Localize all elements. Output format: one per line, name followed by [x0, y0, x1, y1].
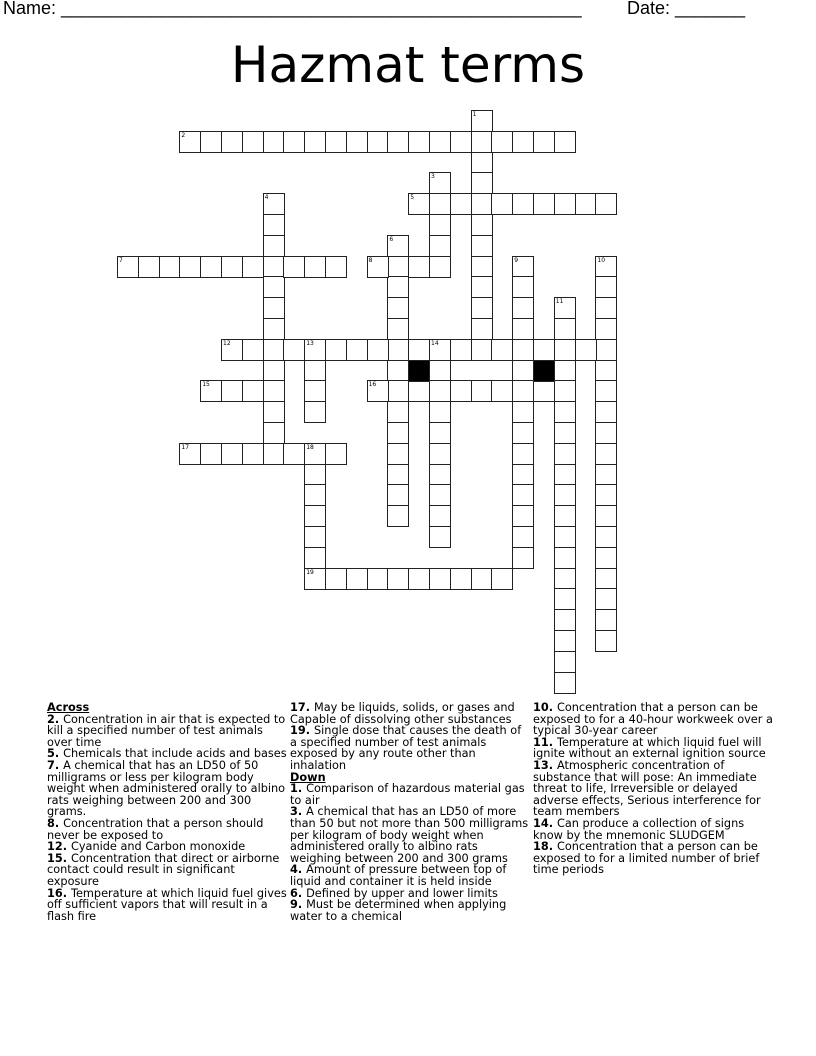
- clue-across-15: 15 . Concentration that direct or airborne contact could result in significant exposure: [47, 853, 287, 888]
- clue-number: 2: [181, 131, 186, 139]
- crossword-cell[interactable]: [221, 131, 243, 153]
- crossword-cell[interactable]: [595, 568, 617, 590]
- crossword-cell[interactable]: [512, 360, 534, 382]
- crossword-cell[interactable]: [471, 256, 493, 278]
- crossword-cell[interactable]: [429, 422, 451, 444]
- crossword-cell[interactable]: [263, 339, 285, 361]
- crossword-cell[interactable]: [179, 131, 201, 153]
- clue-number: 17: [181, 443, 190, 451]
- crossword-cell[interactable]: [554, 193, 576, 215]
- clue-down-18: 18 . Concentration that a person can be exposed to for a limited number of brief time periods: [533, 841, 773, 876]
- crossword-cell[interactable]: [512, 339, 534, 361]
- clue-down-13: 13 . Atmospheric concentration of substance that will pose: An immediate threat to life, Irreversible or delayed adverse effects, Serious interference for team members: [533, 760, 773, 818]
- crossword-cell[interactable]: [387, 484, 409, 506]
- crossword-cell[interactable]: [429, 443, 451, 465]
- crossword-cell[interactable]: [408, 256, 430, 278]
- crossword-cell[interactable]: [429, 131, 451, 153]
- crossword-cell[interactable]: [471, 297, 493, 319]
- crossword-cell[interactable]: [471, 235, 493, 257]
- crossword-cell[interactable]: [450, 193, 472, 215]
- clue-number: 5: [410, 194, 415, 202]
- crossword-cell[interactable]: [471, 568, 493, 590]
- crossword-cell[interactable]: [491, 193, 513, 215]
- crossword-cell[interactable]: [575, 339, 597, 361]
- clue-number: 13: [306, 339, 314, 347]
- crossword-cell[interactable]: [429, 380, 451, 402]
- crossword-cell[interactable]: [554, 588, 576, 610]
- clue-across-7: 7 . A chemical that has an LD50 of 50 milligrams or less per kilogram body weight when administered orally to albino rats weighing between 200 and 300 grams.: [47, 760, 287, 818]
- crossword-cell[interactable]: [512, 526, 534, 548]
- crossword-cell[interactable]: [242, 256, 264, 278]
- crossword-cell[interactable]: [304, 380, 326, 402]
- crossword-cell[interactable]: [429, 505, 451, 527]
- crossword-cell[interactable]: [304, 526, 326, 548]
- crossword-cell[interactable]: [387, 297, 409, 319]
- clues-column-1: [47, 702, 287, 922]
- crossword-cell[interactable]: [450, 339, 472, 361]
- crossword-cell[interactable]: [512, 131, 534, 153]
- crossword-cell[interactable]: [554, 131, 576, 153]
- crossword-cell[interactable]: [263, 235, 285, 257]
- crossword-cell[interactable]: [429, 214, 451, 236]
- clue-number: 3: [431, 173, 435, 181]
- crossword-cell[interactable]: [263, 193, 285, 215]
- clue-number: 7: [119, 256, 123, 264]
- clue-across-17: 17 . May be liquids, solids, or gases and Capable of dissolving other substances: [290, 702, 530, 725]
- crossword-cell[interactable]: [595, 256, 617, 278]
- crossword-cell[interactable]: [450, 131, 472, 153]
- clue-down-4: 4 . Amount of pressure between top of liquid and container it is held inside: [290, 864, 530, 887]
- crossword-cell[interactable]: [387, 568, 409, 590]
- down-heading: Down: [290, 770, 326, 784]
- crossword-cell[interactable]: [595, 505, 617, 527]
- crossword-cell[interactable]: [283, 256, 305, 278]
- crossword-cell[interactable]: [200, 443, 222, 465]
- crossword-cell[interactable]: [304, 401, 326, 423]
- crossword-cell[interactable]: [304, 360, 326, 382]
- crossword-cell[interactable]: [387, 276, 409, 298]
- crossword-cell[interactable]: [512, 318, 534, 340]
- crossword-cell[interactable]: [429, 484, 451, 506]
- crossword-cell[interactable]: [117, 256, 139, 278]
- crossword-cell[interactable]: [263, 422, 285, 444]
- clue-number: 9: [514, 256, 519, 264]
- crossword-cell[interactable]: [533, 339, 555, 361]
- crossword-cell[interactable]: [304, 568, 326, 590]
- clue-across-2: 2 . Concentration in air that is expected to kill a specified number of test animals over time: [47, 714, 287, 749]
- crossword-cell[interactable]: [325, 339, 347, 361]
- crossword-cell[interactable]: [533, 380, 555, 402]
- crossword-cell[interactable]: [595, 630, 617, 652]
- crossword-cell[interactable]: [325, 131, 347, 153]
- clue-down-6: 6 . Defined by upper and lower limits: [290, 888, 530, 900]
- crossword-cell[interactable]: [491, 131, 513, 153]
- crossword-cell[interactable]: [554, 443, 576, 465]
- date-field-label: Date: _______: [627, 0, 746, 18]
- crossword-cell[interactable]: [554, 505, 576, 527]
- clue-number: 14: [431, 339, 439, 347]
- crossword-cell[interactable]: [304, 339, 326, 361]
- crossword-cell[interactable]: [367, 568, 389, 590]
- clue-number: 18: [306, 443, 314, 451]
- crossword-cell[interactable]: [367, 380, 389, 402]
- crossword-cell[interactable]: [512, 464, 534, 486]
- crossword-cell[interactable]: [595, 360, 617, 382]
- crossword-cell[interactable]: [450, 380, 472, 402]
- name-field-label: Name: ____________________________________________________: [3, 0, 582, 18]
- crossword-cell[interactable]: [429, 235, 451, 257]
- crossword-cell[interactable]: [512, 401, 534, 423]
- crossword-cell[interactable]: [387, 380, 409, 402]
- crossword-cell[interactable]: [242, 443, 264, 465]
- crossword-cell[interactable]: [138, 256, 160, 278]
- crossword-cell[interactable]: [554, 339, 576, 361]
- crossword-cell[interactable]: [387, 464, 409, 486]
- crossword-cell[interactable]: [387, 360, 409, 382]
- crossword-cell[interactable]: [387, 318, 409, 340]
- crossword-cell[interactable]: [346, 568, 368, 590]
- clue-across-16: 16 . Temperature at which liquid fuel gives off sufficient vapors that will result in a flash fire: [47, 888, 287, 923]
- clue-number: 6: [389, 235, 394, 243]
- crossword-cell[interactable]: [408, 339, 430, 361]
- crossword-cell[interactable]: [429, 360, 451, 382]
- crossword-cell[interactable]: [554, 547, 576, 569]
- crossword-cell[interactable]: [554, 568, 576, 590]
- crossword-cell[interactable]: [429, 193, 451, 215]
- crossword-cell[interactable]: [242, 339, 264, 361]
- crossword-cell[interactable]: [471, 110, 493, 132]
- crossword-cell[interactable]: [242, 380, 264, 402]
- crossword-cell[interactable]: [408, 380, 430, 402]
- crossword-cell[interactable]: [512, 547, 534, 569]
- crossword-cell[interactable]: [429, 256, 451, 278]
- crossword-cell[interactable]: [387, 235, 409, 257]
- crossword-cell[interactable]: [387, 401, 409, 423]
- crossword-cell[interactable]: [512, 505, 534, 527]
- crossword-cell[interactable]: [179, 443, 201, 465]
- crossword-cell[interactable]: [575, 193, 597, 215]
- crossword-cell[interactable]: [471, 318, 493, 340]
- crossword-cell[interactable]: [304, 464, 326, 486]
- crossword-cell[interactable]: [325, 256, 347, 278]
- crossword-cell[interactable]: [595, 193, 617, 215]
- crossword-cell[interactable]: [263, 276, 285, 298]
- crossword-cell[interactable]: [263, 131, 285, 153]
- crossword-cell[interactable]: [554, 380, 576, 402]
- crossword-cell[interactable]: [512, 422, 534, 444]
- crossword-cell[interactable]: [533, 193, 555, 215]
- crossword-cell[interactable]: [263, 360, 285, 382]
- crossword-cell[interactable]: [263, 380, 285, 402]
- crossword-cell[interactable]: [450, 568, 472, 590]
- crossword-cell[interactable]: [263, 256, 285, 278]
- crossword-cell[interactable]: [408, 193, 430, 215]
- clue-down-3: 3 . A chemical that has an LD50 of more than 50 but not more than 500 milligrams per kilogram of body weight when administered orally to albino rats weighing between 200 and 300 grams: [290, 806, 530, 864]
- crossword-cell[interactable]: [429, 568, 451, 590]
- crossword-cell[interactable]: [221, 380, 243, 402]
- clues-column-2: [290, 702, 530, 922]
- clue-down-1: 1 . Comparison of hazardous material gas to air: [290, 783, 530, 806]
- clue-number: 19: [306, 568, 314, 576]
- crossword-cell[interactable]: [554, 630, 576, 652]
- clue-number: 15: [202, 381, 210, 389]
- crossword-cell[interactable]: [283, 339, 305, 361]
- crossword-cell[interactable]: [595, 547, 617, 569]
- crossword-cell[interactable]: [471, 152, 493, 174]
- crossword-cell[interactable]: [595, 526, 617, 548]
- crossword-cell[interactable]: [179, 256, 201, 278]
- crossword-cell[interactable]: [595, 484, 617, 506]
- crossword-cell[interactable]: [554, 297, 576, 319]
- crossword-cell[interactable]: [491, 568, 513, 590]
- clue-down-11: 11 . Temperature at which liquid fuel will ignite without an external ignition source: [533, 737, 773, 760]
- crossword-cell[interactable]: [491, 380, 513, 402]
- crossword-cell[interactable]: [471, 131, 493, 153]
- crossword-cell[interactable]: [512, 276, 534, 298]
- crossword-cell[interactable]: [595, 380, 617, 402]
- crossword-cell[interactable]: [263, 214, 285, 236]
- crossword-cell[interactable]: [429, 172, 451, 194]
- page-title: Hazmat terms: [230, 36, 586, 94]
- crossword-cell[interactable]: [304, 484, 326, 506]
- clue-number: 8: [368, 256, 373, 264]
- crossword-cell[interactable]: [367, 256, 389, 278]
- crossword-cell[interactable]: [304, 131, 326, 153]
- crossword-cell[interactable]: [512, 443, 534, 465]
- clues-column-3: [533, 702, 773, 876]
- crossword-cell[interactable]: [429, 339, 451, 361]
- crossword-cell[interactable]: [346, 131, 368, 153]
- crossword-cell[interactable]: [200, 131, 222, 153]
- crossword-cell[interactable]: [346, 339, 368, 361]
- crossword-cell[interactable]: [429, 401, 451, 423]
- clue-number: 12: [223, 339, 231, 347]
- crossword-cell[interactable]: [595, 276, 617, 298]
- crossword-cell[interactable]: [387, 339, 409, 361]
- crossword-cell[interactable]: [595, 609, 617, 631]
- crossword-cell[interactable]: [283, 443, 305, 465]
- crossword-cell[interactable]: [595, 588, 617, 610]
- crossword-cell[interactable]: [554, 401, 576, 423]
- crossword-cell[interactable]: [387, 505, 409, 527]
- crossword-cell[interactable]: [554, 464, 576, 486]
- crossword-cell[interactable]: [595, 401, 617, 423]
- clue-down-14: 14 . Can produce a collection of signs know by the mnemonic SLUDGEM: [533, 818, 773, 841]
- crossword-cell[interactable]: [554, 526, 576, 548]
- crossword-cell[interactable]: [408, 131, 430, 153]
- crossword-cell[interactable]: [595, 443, 617, 465]
- crossword-cell[interactable]: [512, 193, 534, 215]
- clue-across-19: 19 . Single dose that causes the death of a specified number of test animals exposed by any route other than inhalation: [290, 725, 530, 771]
- crossword-cell[interactable]: [512, 297, 534, 319]
- crossword-cell[interactable]: [429, 526, 451, 548]
- crossword-cell[interactable]: [471, 276, 493, 298]
- crossword-cell[interactable]: [367, 131, 389, 153]
- clue-number: 4: [264, 194, 269, 202]
- clue-across-5: 5 . Chemicals that include acids and bases: [47, 748, 287, 760]
- crossword-cell[interactable]: [554, 609, 576, 631]
- crossword-cell[interactable]: [263, 297, 285, 319]
- crossword-cell[interactable]: [221, 443, 243, 465]
- crossword-cell[interactable]: [471, 339, 493, 361]
- crossword-cell[interactable]: [595, 422, 617, 444]
- crossword-cell[interactable]: [554, 672, 576, 694]
- crossword-cell[interactable]: [554, 651, 576, 673]
- clue-across-8: 8 . Concentration that a person should never be exposed to: [47, 818, 287, 841]
- crossword-cell[interactable]: [325, 443, 347, 465]
- crossword-cell[interactable]: [471, 172, 493, 194]
- black-cell: [408, 360, 430, 382]
- crossword-cell[interactable]: [387, 131, 409, 153]
- crossword-cell[interactable]: [429, 464, 451, 486]
- crossword-cell[interactable]: [304, 256, 326, 278]
- crossword-cell[interactable]: [595, 318, 617, 340]
- clue-across-12: 12 . Cyanide and Carbon monoxide: [47, 841, 287, 853]
- crossword-cell[interactable]: [554, 484, 576, 506]
- crossword-cell[interactable]: [471, 380, 493, 402]
- crossword-cell[interactable]: [283, 131, 305, 153]
- crossword-cell[interactable]: [263, 318, 285, 340]
- crossword-cell[interactable]: [491, 339, 513, 361]
- crossword-cell[interactable]: [595, 339, 617, 361]
- black-cell: [533, 360, 555, 382]
- crossword-cell[interactable]: [512, 256, 534, 278]
- crossword-cell[interactable]: [554, 422, 576, 444]
- crossword-cell[interactable]: [512, 380, 534, 402]
- crossword-cell[interactable]: [159, 256, 181, 278]
- crossword-cell[interactable]: [242, 131, 264, 153]
- crossword-cell[interactable]: [304, 505, 326, 527]
- clue-number: 1: [472, 111, 477, 118]
- crossword-cell[interactable]: [387, 422, 409, 444]
- crossword-cell[interactable]: [200, 256, 222, 278]
- crossword-cell[interactable]: [325, 568, 347, 590]
- crossword-cell[interactable]: [595, 297, 617, 319]
- clue-down-10: 10 . Concentration that a person can be exposed to for a 40-hour workweek over a typical 30-year career: [533, 702, 773, 737]
- crossword-cell[interactable]: [512, 484, 534, 506]
- crossword-cell[interactable]: [533, 131, 555, 153]
- crossword-cell[interactable]: [304, 443, 326, 465]
- across-heading: Across: [47, 701, 90, 714]
- crossword-cell[interactable]: [387, 256, 409, 278]
- crossword-cell[interactable]: [554, 360, 576, 382]
- crossword-cell[interactable]: [471, 193, 493, 215]
- crossword-cell[interactable]: [304, 547, 326, 569]
- crossword-cell[interactable]: [595, 464, 617, 486]
- crossword-cell[interactable]: [408, 568, 430, 590]
- crossword-cell[interactable]: [263, 401, 285, 423]
- crossword-cell[interactable]: [200, 380, 222, 402]
- clue-down-9: 9 . Must be determined when applying water to a chemical: [290, 899, 530, 922]
- clue-number: 10: [597, 256, 606, 264]
- clue-number: 11: [555, 298, 564, 306]
- crossword-cell[interactable]: [387, 443, 409, 465]
- crossword-cell[interactable]: [221, 256, 243, 278]
- crossword-cell[interactable]: [471, 214, 493, 236]
- crossword-cell[interactable]: [367, 339, 389, 361]
- clue-number: 16: [368, 381, 377, 389]
- crossword-cell[interactable]: [554, 318, 576, 340]
- crossword-cell[interactable]: [263, 443, 285, 465]
- crossword-cell[interactable]: [221, 339, 243, 361]
